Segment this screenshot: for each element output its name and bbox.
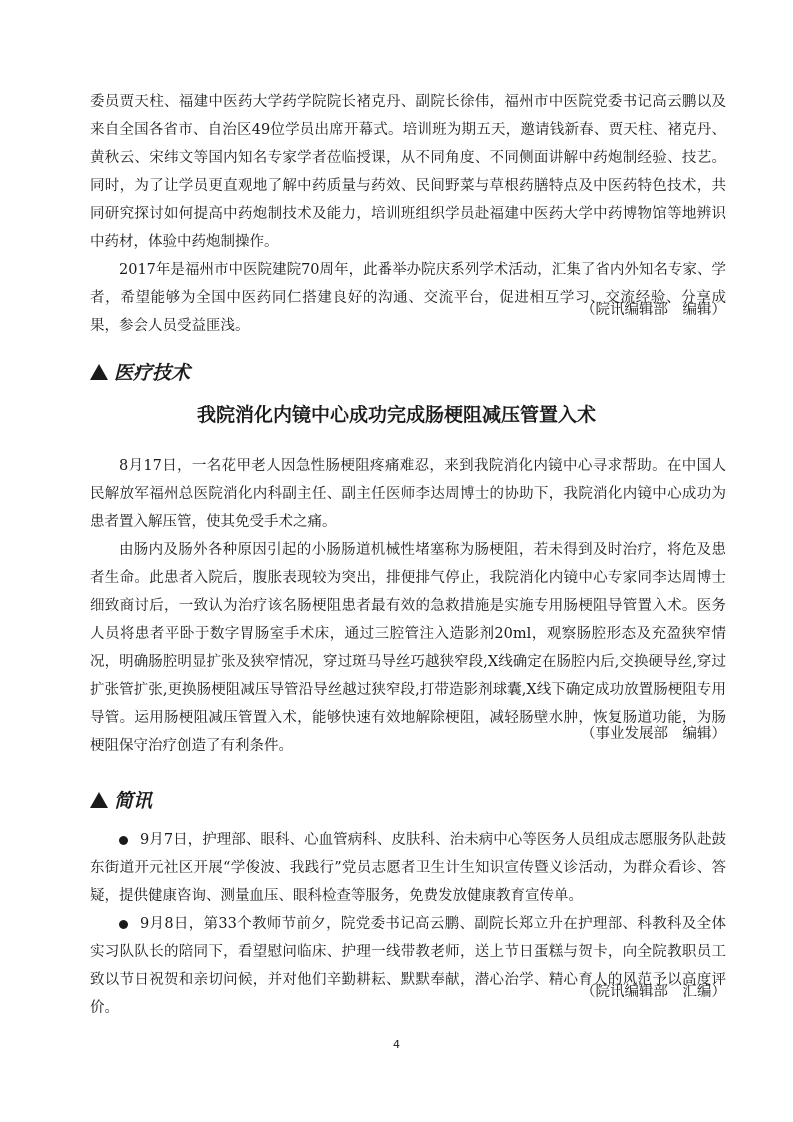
triangle-icon <box>90 792 108 808</box>
paragraph-case-intro: 8月17日，一名花甲老人因急性肠梗阻疼痛难忍，来到我院消化内镜中心寻求帮助。在中国人民解放军福州总医院消化内科副主任、副主任医师李达周博士的协助下，我院消化内镜中心成功为患者置入解压管，使其免受手术之痛。 <box>90 458 726 530</box>
news-item-text: 9月8日，第33个教师节前夕，院党委书记高云鹏、副院长郑立升在护理部、科教科及全体实习队队长的陪同下，看望慰问临床、护理一线带教老师，送上节日蛋糕与贺卡，向全院教职员工致以节日祝贺和亲切问候，并对他们辛勤耕耘、默默奉献，潜心治学、精心育人的风范予以高度评价。 <box>90 916 726 1016</box>
news-item-volunteer <box>90 826 726 910</box>
page-number: 4 <box>393 1038 400 1051</box>
paragraph-anniversary: 2017年是福州市中医院建院70周年，此番举办院庆系列学术活动，汇集了省内外知名专家、学者，希望能够为全国中医药同仁搭建良好的沟通、交流平台，促进相互学习、交流经验、分享成果，参会人员受益匪浅。 <box>90 262 726 334</box>
paragraph-training-course: 委员贾天柱、福建中医药大学药学院院长褚克丹、副院长徐伟，福州市中医院党委书记高云鹏以及来自全国各省市、自治区49位学员出席开幕式。培训班为期五天，邀请钱新春、贾天柱、褚克丹、黄秋云、宋纬文等国内知名专家学者莅临授课，从不同角度、不同侧面讲解中药炮制经验、技艺。同时，为了让学员更直观地了解中药质量与药效、民间野菜与草根药膳特点及中医药特色技术，共同研究探讨如何提高中药炮制技术及能力，培训班组织学员赴福建中医药大学中药博物馆等地辨识中药材，体验中药炮制操作。 <box>90 94 726 250</box>
editor-signature-1: （院讯编辑部 编辑） <box>581 302 726 318</box>
bullet-icon <box>119 920 128 929</box>
triangle-icon <box>90 364 108 380</box>
bullet-icon <box>119 836 128 845</box>
section-heading-label: 简讯 <box>114 790 153 812</box>
news-item-text: 9月7日，护理部、眼科、心血管病科、皮肤科、治未病中心等医务人员组成志愿服务队赴鼓东街道开元社区开展“学俊波、我践行”党员志愿者卫生计生知识宣传暨义诊活动，为群众看诊、答疑，提供健康咨询、测量血压、眼科检查等服务，免费发放健康教育宣传单。 <box>90 832 726 904</box>
editor-signature-3: （院讯编辑部 汇编） <box>581 984 726 1000</box>
section-heading-label: 医疗技术 <box>114 362 191 384</box>
editor-signature-2: （事业发展部 编辑） <box>581 726 726 742</box>
section-heading-medical-tech <box>90 358 190 385</box>
article-title: 我院消化内镜中心成功完成肠梗阻减压管置入术 <box>196 404 596 426</box>
section-heading-news-brief <box>90 786 152 813</box>
paragraph-procedure: 由肠内及肠外各种原因引起的小肠肠道机械性堵塞称为肠梗阻，若未得到及时治疗，将危及患者生命。此患者入院后，腹胀表现较为突出，排便排气停止，我院消化内镜中心专家同李达周博士细致商讨后，一致认为治疗该名肠梗阻患者最有效的急救措施是实施专用肠梗阻导管置入术。医务人员将患者平卧于数字胃肠室手术床，通过三腔管注入造影剂20ml，观察肠腔形态及充盈狭窄情况，明确肠腔明显扩张及狭窄情况，穿过斑马导丝巧越狭窄段,X线确定在肠腔内后,交换硬导丝,穿过扩张管扩张,更换肠梗阻减压导管沿导丝越过狭窄段,打带造影剂球囊,X线下确定成功放置肠梗阻专用导管。运用肠梗阻减压管置入术，能够快速有效地解除梗阻，减轻肠壁水肿，恢复肠道功能，为肠梗阻保守治疗创造了有利条件。 <box>90 542 726 754</box>
